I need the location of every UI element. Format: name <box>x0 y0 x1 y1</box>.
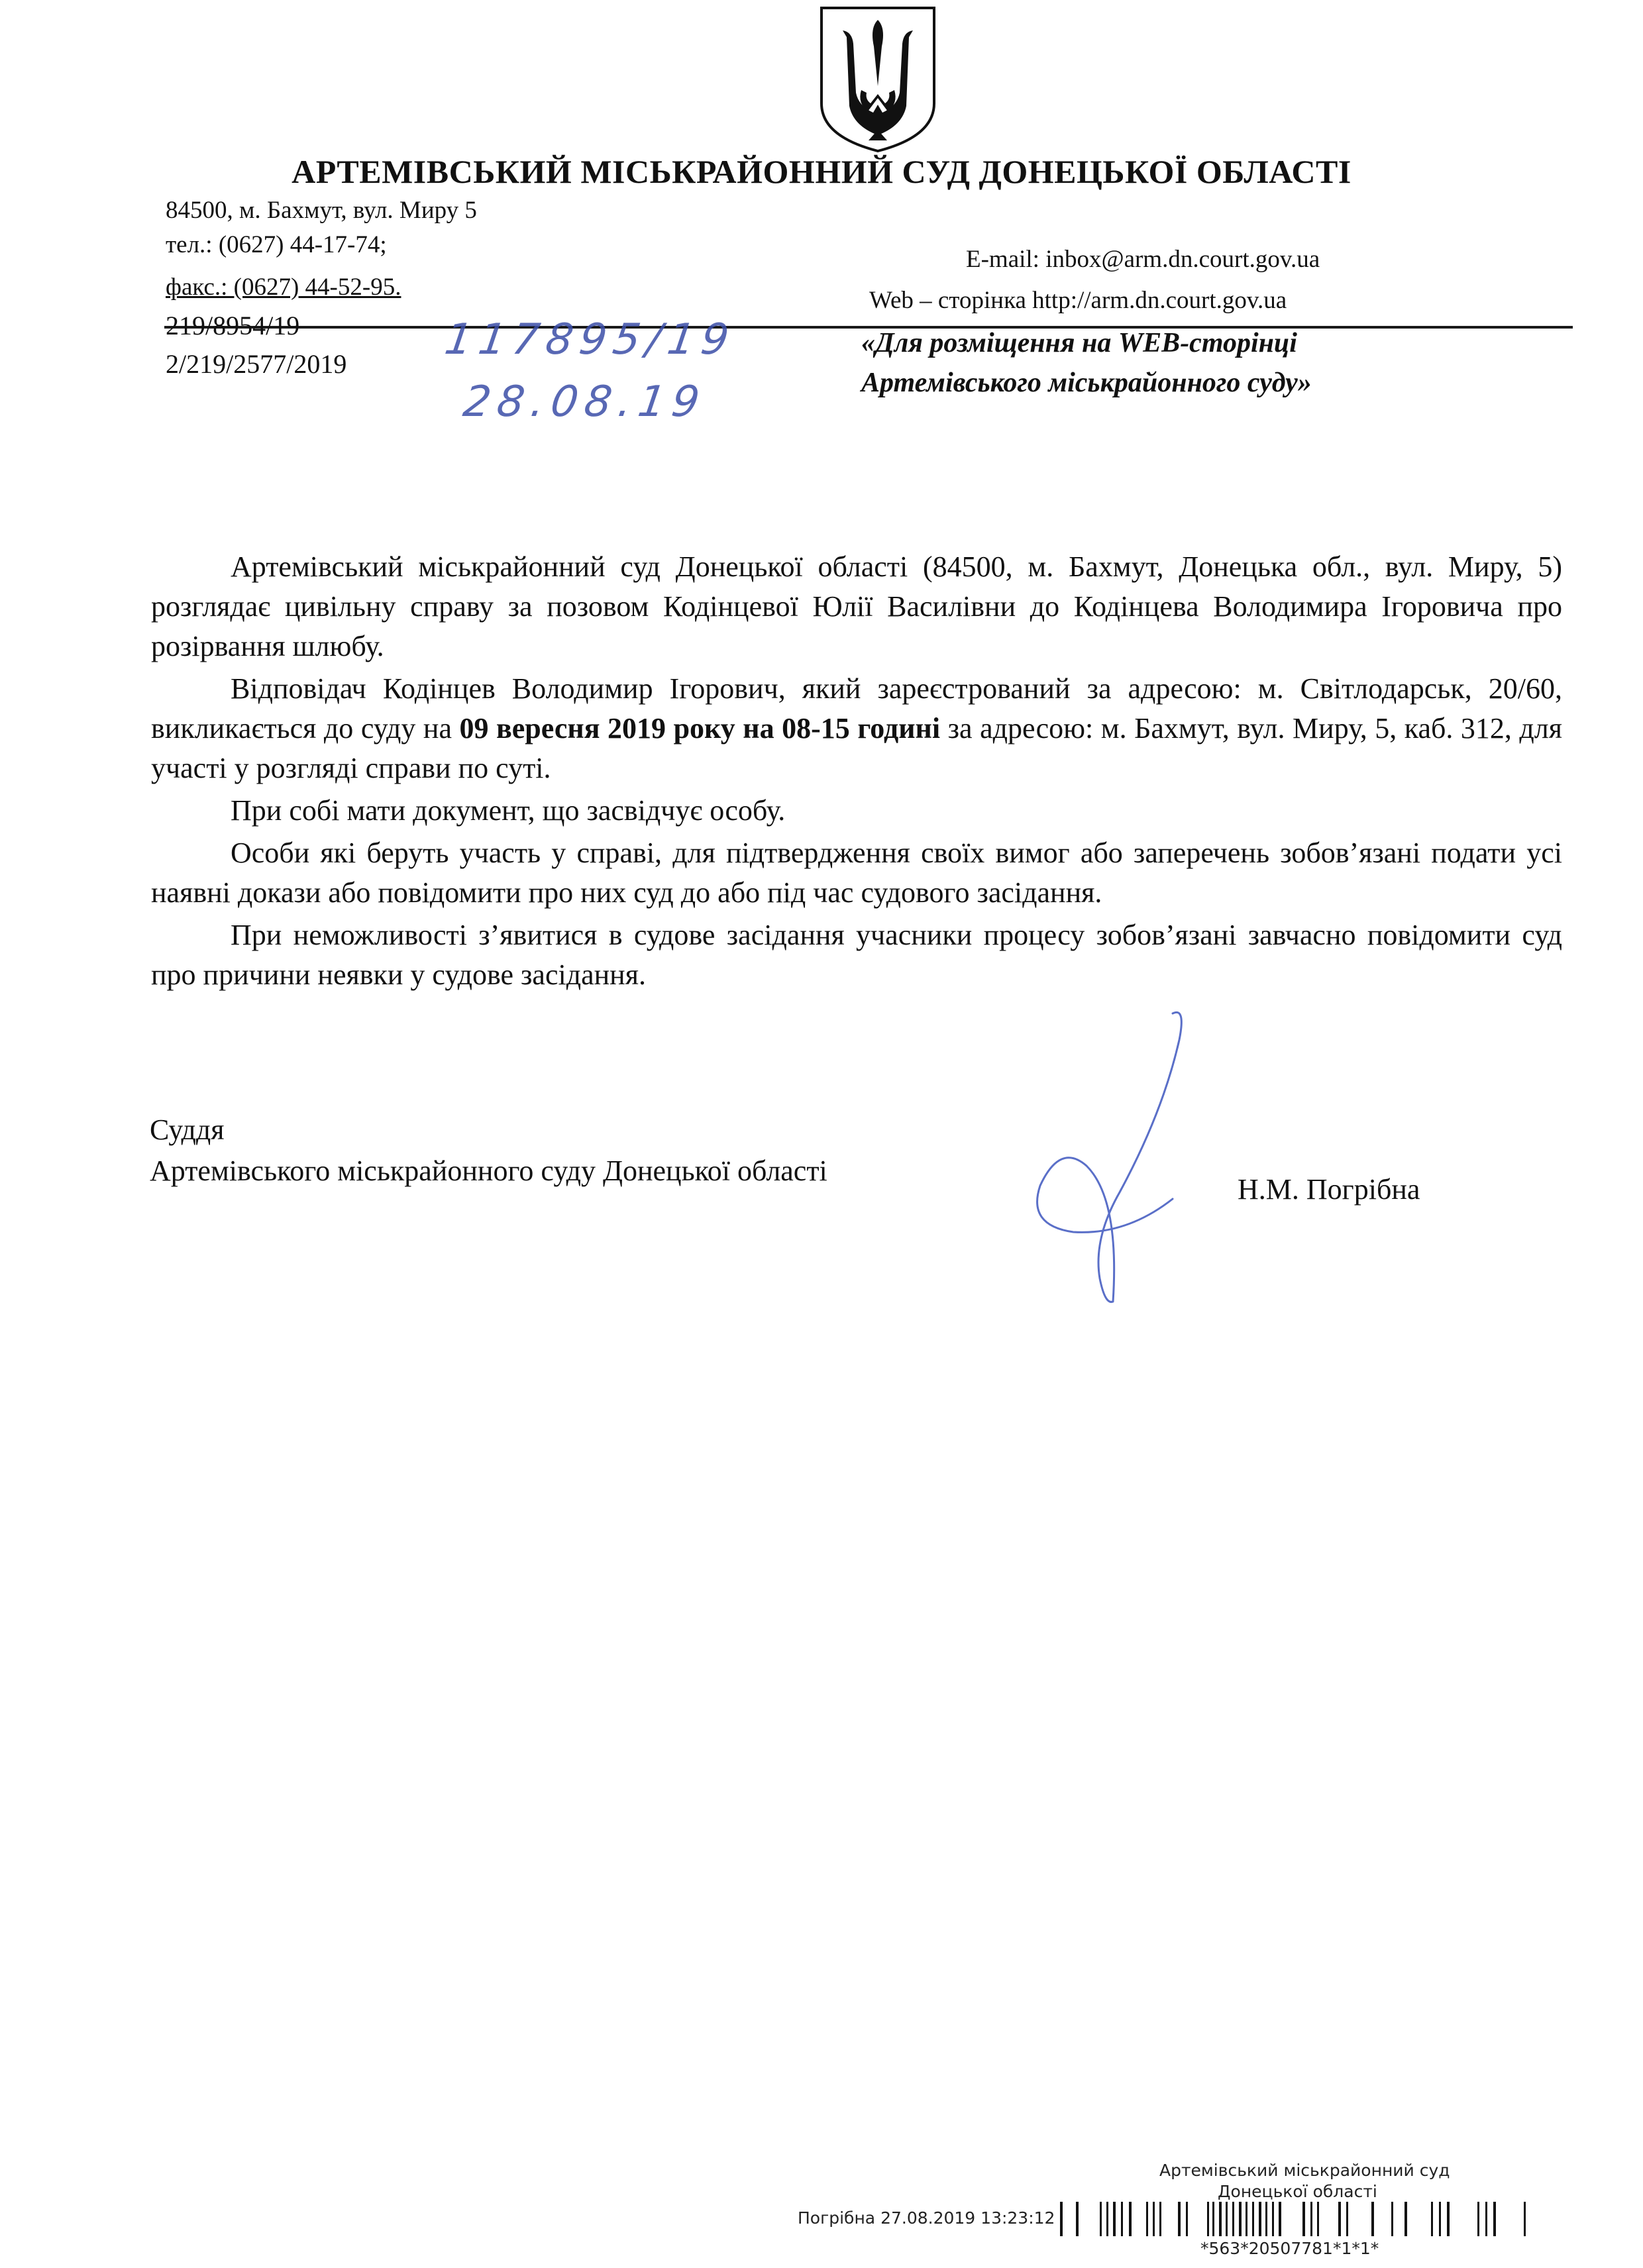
hearing-date-time: 09 вересня 2019 року на 08-15 годині <box>459 712 941 745</box>
case-number: 219/8954/19 <box>166 311 300 340</box>
barcode-number: *563*20507781*1*1* <box>1200 2239 1379 2258</box>
coat-of-arms-emblem <box>816 4 939 154</box>
judge-name: Н.М. Погрібна <box>1238 1173 1420 1206</box>
court-address: 84500, м. Бахмут, вул. Миру 5 <box>166 197 477 224</box>
web-publication-notice <box>861 323 1312 403</box>
paragraph-defendant-summons <box>151 669 1562 788</box>
court-name-heading: АРТЕМІВСЬКИЙ МІСЬКРАЙОННИЙ СУД ДОНЕЦЬКОЇ ОБЛАСТІ <box>292 153 1352 190</box>
summons-text-start: Відповідач Кодінцев Володимир Ігорович, який зареєстрований за адресою: м. Світлодарськ, 20/60, викликається до суду на <box>151 672 1562 745</box>
web-notice-line-1: «Для розміщення на WEB-сторінці <box>861 328 1297 358</box>
paragraph-identity-document: При собі мати документ, що засвідчує особу. <box>231 794 786 827</box>
paragraph-evidence: Особи які беруть участь у справі, для підтвердження своїх вимог або заперечень зобов’язані подати усі наявні докази або повідомити про них суд до або під час судового засідання. <box>151 837 1562 909</box>
paragraph-absence-notice: При неможливості з’явитися в судове засідання учасники процесу зобов’язані завчасно повідомити суд про причини неявки у судове засідання. <box>151 919 1562 991</box>
summons-text-end: за адресою: м. Бахмут, вул. Миру, 5, каб. 312, для участі у розгляді справи по суті. <box>151 712 1562 784</box>
handwritten-incoming-number: 117895/19 <box>441 315 739 364</box>
handwritten-signature <box>1020 1000 1219 1312</box>
electronic-signature-stamp: Погрібна 27.08.2019 13:23:12 <box>798 2208 1055 2228</box>
court-email: E-mail: inbox@arm.dn.court.gov.ua <box>966 246 1320 273</box>
paragraph-case-description: Артемівський міськрайонний суд Донецької області (84500, м. Бахмут, Донецька обл., вул. Миру, 5) розглядає цивільну справу за позовом Кодінцевої Юлії Василівни до Кодінцева Володимира Ігоровича про розірвання шлюбу. <box>151 550 1562 662</box>
court-fax: факс.: (0627) 44-52-95. <box>166 274 401 301</box>
court-website: Web – сторінка http://arm.dn.court.gov.ua <box>869 287 1287 314</box>
footer-court-line-2: Донецької області <box>1218 2182 1377 2201</box>
handwritten-incoming-date: 28.08.19 <box>460 378 710 427</box>
proceeding-number: 2/219/2577/2019 <box>166 349 347 379</box>
web-notice-line-2: Артемівського міськрайонного суду» <box>861 368 1312 398</box>
court-phone: тел.: (0627) 44-17-74; <box>166 231 387 258</box>
summons-body <box>151 547 1562 998</box>
judge-court: Артемівського міськрайонного суду Донецької області <box>150 1155 827 1187</box>
document-barcode <box>1060 2202 1537 2236</box>
footer-court-line-1: Артемівський міськрайонний суд <box>1159 2161 1450 2180</box>
judge-title: Суддя <box>150 1113 225 1146</box>
